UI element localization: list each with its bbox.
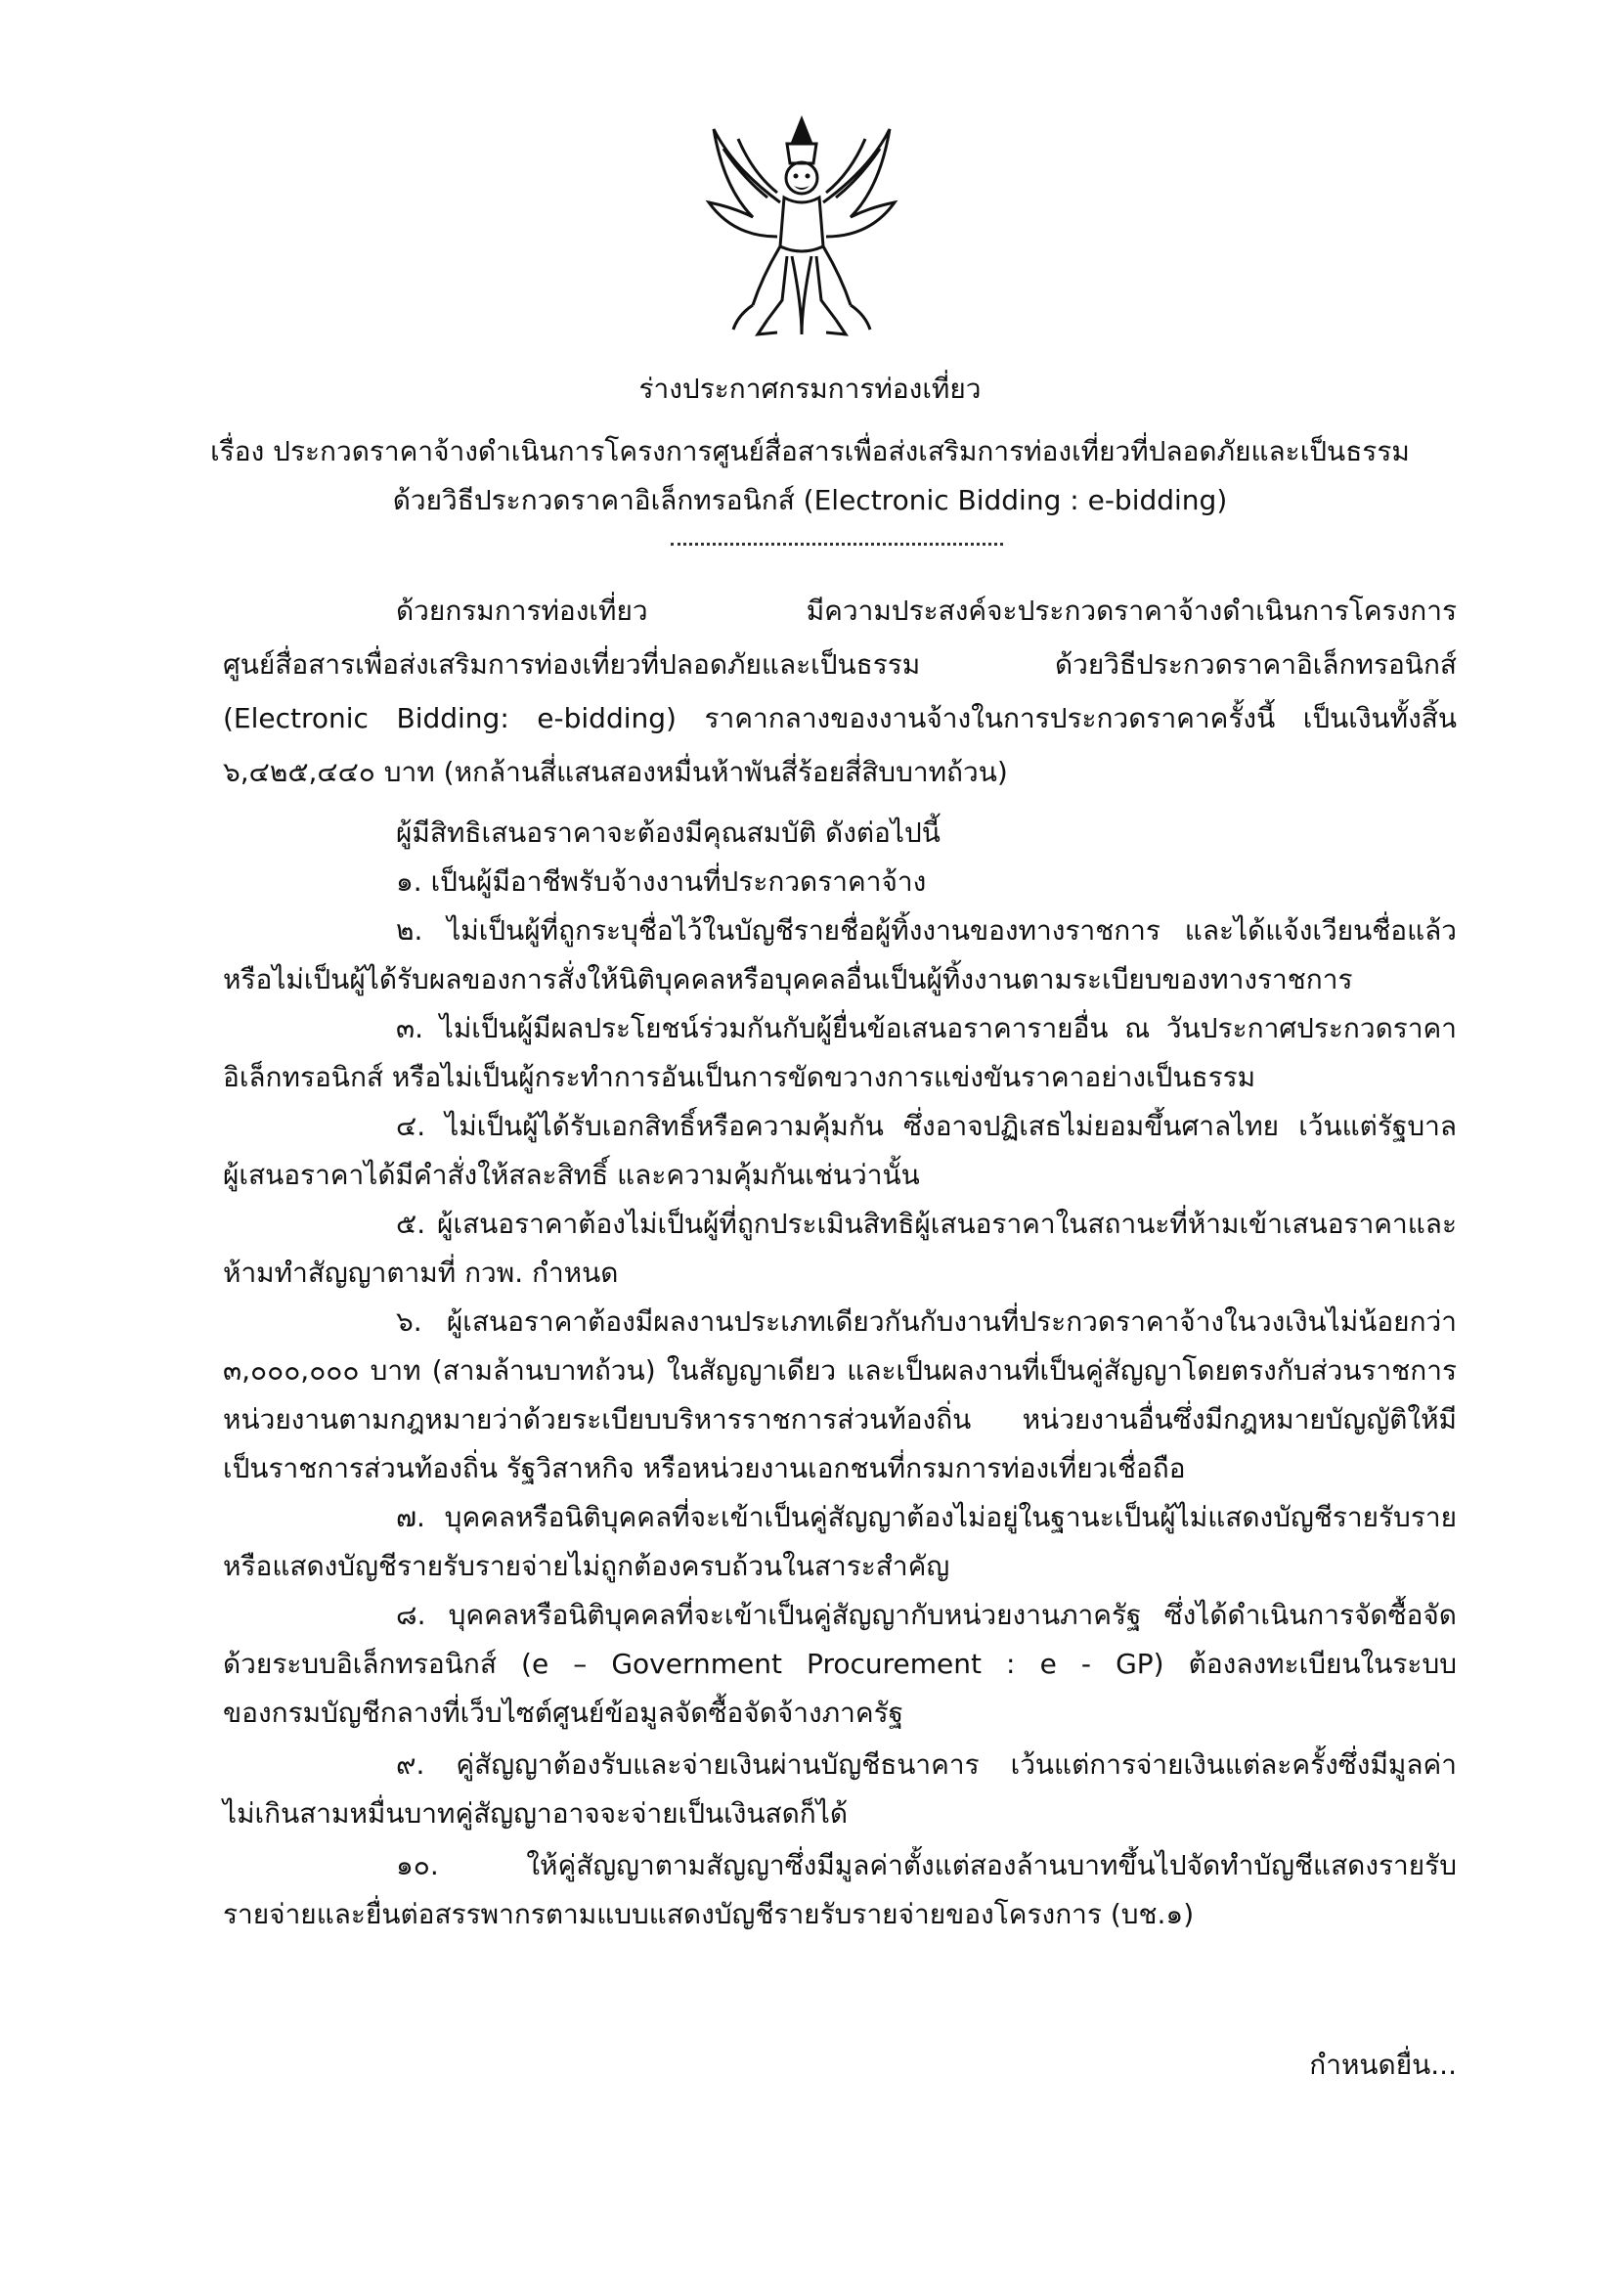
list-item: ๑๐. ให้คู่สัญญาตามสัญญาซึ่งมีมูลค่าตั้งแต่สองล้านบาทขึ้นไปจัดทำบัญชีแสดงรายรับ [396,1849,1457,1881]
document-subject: เรื่อง ประกวดราคาจ้างดำเนินการโครงการศูนย์สื่อสารเพื่อส่งเสริมการท่องเที่ยวที่ปลอดภัยและเป็นธรรม [210,435,1410,467]
list-item: หน่วยงานตามกฎหมายว่าด้วยระเบียบบริหารราชการส่วนท้องถิ่น หน่วยงานอื่นซึ่งมีกฎหมายบัญญัติให้มี [223,1403,1457,1435]
list-item: ๙. คู่สัญญาต้องรับและจ่ายเงินผ่านบัญชีธนาคาร เว้นแต่การจ่ายเงินแต่ละครั้งซึ่งมีมูลค่า [396,1748,1457,1781]
page-continuation: กำหนดยื่น... [1309,2049,1457,2081]
list-item: ห้ามทำสัญญาตามที่ กวพ. กำหนด [223,1257,619,1289]
intro-line-1: ด้วยกรมการท่องเที่ยว มีความประสงค์จะประกวดราคาจ้างดำเนินการโครงการ [396,595,1457,627]
intro-line-3: (Electronic Bidding: e-bidding) ราคากลางของงานจ้างในการประกวดราคาครั้งนี้ เป็นเงินทั้งสิ้น [223,702,1457,734]
list-item: ๒. ไม่เป็นผู้ที่ถูกระบุชื่อไว้ในบัญชีรายชื่อผู้ทิ้งงานของทางราชการ และได้แจ้งเวียนชื่อแล้ว [396,914,1457,947]
list-item: ไม่เกินสามหมื่นบาทคู่สัญญาอาจจะจ่ายเป็นเงินสดก็ได้ [223,1797,849,1830]
list-item: ๘. บุคคลหรือนิติบุคคลที่จะเข้าเป็นคู่สัญญากับหน่วยงานภาครัฐ ซึ่งได้ดำเนินการจัดซื้อจัด [396,1599,1457,1631]
list-item: ๗. บุคคลหรือนิติบุคคลที่จะเข้าเป็นคู่สัญญาต้องไม่อยู่ในฐานะเป็นผู้ไม่แสดงบัญชีรายรับราย [396,1501,1457,1533]
list-item: หรือไม่เป็นผู้ได้รับผลของการสั่งให้นิติบุคคลหรือบุคคลอื่นเป็นผู้ทิ้งงานตามระเบียบของทางราชการ [223,963,1353,995]
list-item: ของกรมบัญชีกลางที่เว็บไซต์ศูนย์ข้อมูลจัดซื้อจัดจ้างภาครัฐ [223,1697,904,1729]
list-item: ๔. ไม่เป็นผู้ได้รับเอกสิทธิ์หรือความคุ้มกัน ซึ่งอาจปฏิเสธไม่ยอมขึ้นศาลไทย เว้นแต่รัฐบาล [396,1110,1457,1142]
list-item: รายจ่ายและยื่นต่อสรรพากรตามแบบแสดงบัญชีรายรับรายจ่ายของโครงการ (บช.๑) [223,1898,1195,1930]
garuda-emblem-icon [694,110,909,344]
list-item: เป็นราชการส่วนท้องถิ่น รัฐวิสาหกิจ หรือหน่วยงานเอกชนที่กรมการท่องเที่ยวเชื่อถือ [223,1452,1186,1484]
intro-line-4: ๖,๔๒๕,๔๔๐ บาท (หกล้านสี่แสนสองหมื่นห้าพันสี่ร้อยสี่สิบบาทถ้วน) [223,756,1008,788]
divider-dotted [671,543,1003,546]
list-item: ผู้เสนอราคาได้มีคำสั่งให้สละสิทธิ์ และความคุ้มกันเช่นว่านั้น [223,1159,920,1191]
list-item: ๕. ผู้เสนอราคาต้องไม่เป็นผู้ที่ถูกประเมินสิทธิผู้เสนอราคาในสถานะที่ห้ามเข้าเสนอราคาและ [396,1208,1457,1240]
list-item: ด้วยระบบอิเล็กทรอนิกส์ (e – Government Procurement : e - GP) ต้องลงทะเบียนในระบบ [223,1648,1457,1680]
list-item: ๑. เป็นผู้มีอาชีพรับจ้างงานที่ประกวดราคาจ้าง [396,865,927,898]
intro-line-2: ศูนย์สื่อสารเพื่อส่งเสริมการท่องเที่ยวที่ปลอดภัยและเป็นธรรม ด้วยวิธีประกวดราคาอิเล็กทรอนิกส์ [223,648,1457,681]
document-method: ด้วยวิธีประกวดราคาอิเล็กทรอนิกส์ (Electronic Bidding : e-bidding) [392,484,1228,516]
list-item: หรือแสดงบัญชีรายรับรายจ่ายไม่ถูกต้องครบถ้วนในสาระสำคัญ [223,1550,950,1582]
list-item: ๓. ไม่เป็นผู้มีผลประโยชน์ร่วมกันกับผู้ยื่นข้อเสนอราคารายอื่น ณ วันประกาศประกวดราคา [396,1012,1457,1044]
list-item: อิเล็กทรอนิกส์ หรือไม่เป็นผู้กระทำการอันเป็นการขัดขวางการแข่งขันราคาอย่างเป็นธรรม [223,1061,1256,1093]
list-item: ๓,๐๐๐,๐๐๐ บาท (สามล้านบาทถ้วน) ในสัญญาเดียว และเป็นผลงานที่เป็นคู่สัญญาโดยตรงกับส่วนราชการ [223,1354,1457,1387]
document-title: ร่างประกาศกรมการท่องเที่ยว [638,373,982,405]
qualifications-heading: ผู้มีสิทธิเสนอราคาจะต้องมีคุณสมบัติ ดังต่อไปนี้ [396,817,941,849]
list-item: ๖. ผู้เสนอราคาต้องมีผลงานประเภทเดียวกันกับงานที่ประกวดราคาจ้างในวงเงินไม่น้อยกว่า [396,1305,1457,1338]
